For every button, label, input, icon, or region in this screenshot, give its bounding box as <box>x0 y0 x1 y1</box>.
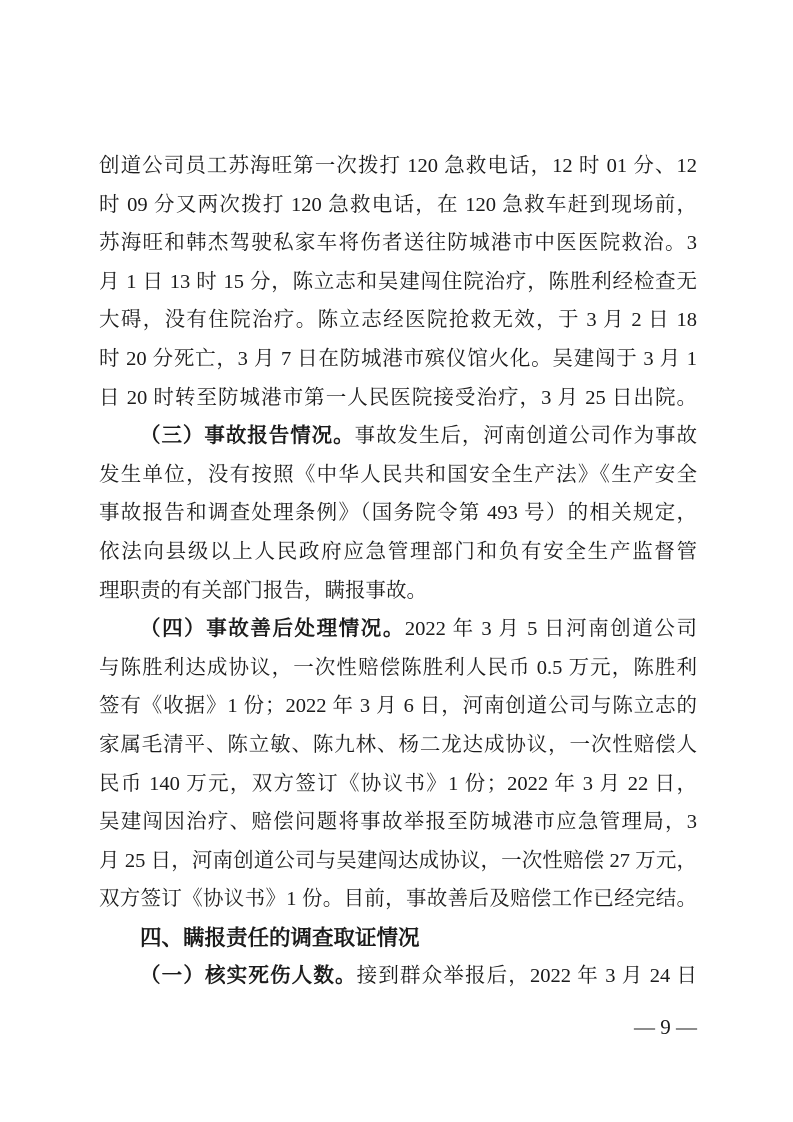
paragraph-lead-bold: （四）事故善后处理情况。 <box>140 618 405 641</box>
body-line: 时 20 分死亡，3 月 7 日在防城港市殡仪馆火化。吴建闯于 3 月 1 <box>99 347 697 370</box>
paragraph-lead-bold: （一）核实死伤人数。 <box>140 965 357 988</box>
paragraph-lead-bold: （三）事故报告情况。 <box>140 425 355 448</box>
body-line: 吴建闯因治疗、赔偿问题将事故举报至防城港市应急管理局，3 <box>99 811 697 834</box>
body-line: 家属毛清平、陈立敏、陈九林、杨二龙达成协议，一次性赔偿人 <box>99 733 697 756</box>
body-line: 与陈胜利达成协议，一次性赔偿陈胜利人民币 0.5 万元，陈胜利 <box>99 656 697 679</box>
document-body <box>99 147 697 996</box>
body-line-paragraph-lead <box>99 610 697 649</box>
body-line: 月 1 日 13 时 15 分，陈立志和吴建闯住院治疗，陈胜利经检查无 <box>99 270 697 293</box>
body-line: 理职责的有关部门报告，瞒报事故。 <box>99 579 427 602</box>
body-line: 依法向县级以上人民政府应急管理部门和负有安全生产监督管 <box>99 540 697 563</box>
body-line-paragraph-lead <box>99 957 697 996</box>
body-line: 时 09 分又两次拨打 120 急救电话，在 120 急救车赶到现场前， <box>99 193 697 216</box>
body-line: 事故报告和调查处理条例》（国务院令第 493 号）的相关规定， <box>99 502 697 525</box>
paragraph-lead-rest: 2022 年 3 月 5 日河南创道公司 <box>404 618 697 641</box>
body-line: 苏海旺和韩杰驾驶私家车将伤者送往防城港市中医医院救治。3 <box>99 232 697 255</box>
paragraph-lead-rest: 接到群众举报后，2022 年 3 月 24 日 <box>356 965 697 988</box>
body-line: 日 20 时转至防城港市第一人民医院接受治疗，3 月 25 日出院。 <box>99 386 697 409</box>
page-number: — 9 — <box>634 1015 697 1039</box>
body-line: 双方签订《协议书》1 份。目前，事故善后及赔偿工作已经完结。 <box>99 888 697 911</box>
paragraph-lead-rest: 事故发生后，河南创道公司作为事故 <box>354 425 697 448</box>
body-line: 签有《收据》1 份；2022 年 3 月 6 日，河南创道公司与陈立志的 <box>99 695 697 718</box>
body-line: 创道公司员工苏海旺第一次拨打 120 急救电话，12 时 01 分、12 <box>99 155 697 177</box>
section-heading: 四、瞒报责任的调查取证情况 <box>140 925 420 950</box>
body-line: 民币 140 万元，双方签订《协议书》1 份；2022 年 3 月 22 日， <box>99 772 697 795</box>
body-line-paragraph-lead <box>99 417 697 456</box>
body-line: 月 25 日，河南创道公司与吴建闯达成协议，一次性赔偿 27 万元， <box>99 849 697 872</box>
body-line: 大碍，没有住院治疗。陈立志经医院抢救无效，于 3 月 2 日 18 <box>99 309 697 332</box>
body-line: 发生单位，没有按照《中华人民共和国安全生产法》《生产安全 <box>99 463 697 486</box>
